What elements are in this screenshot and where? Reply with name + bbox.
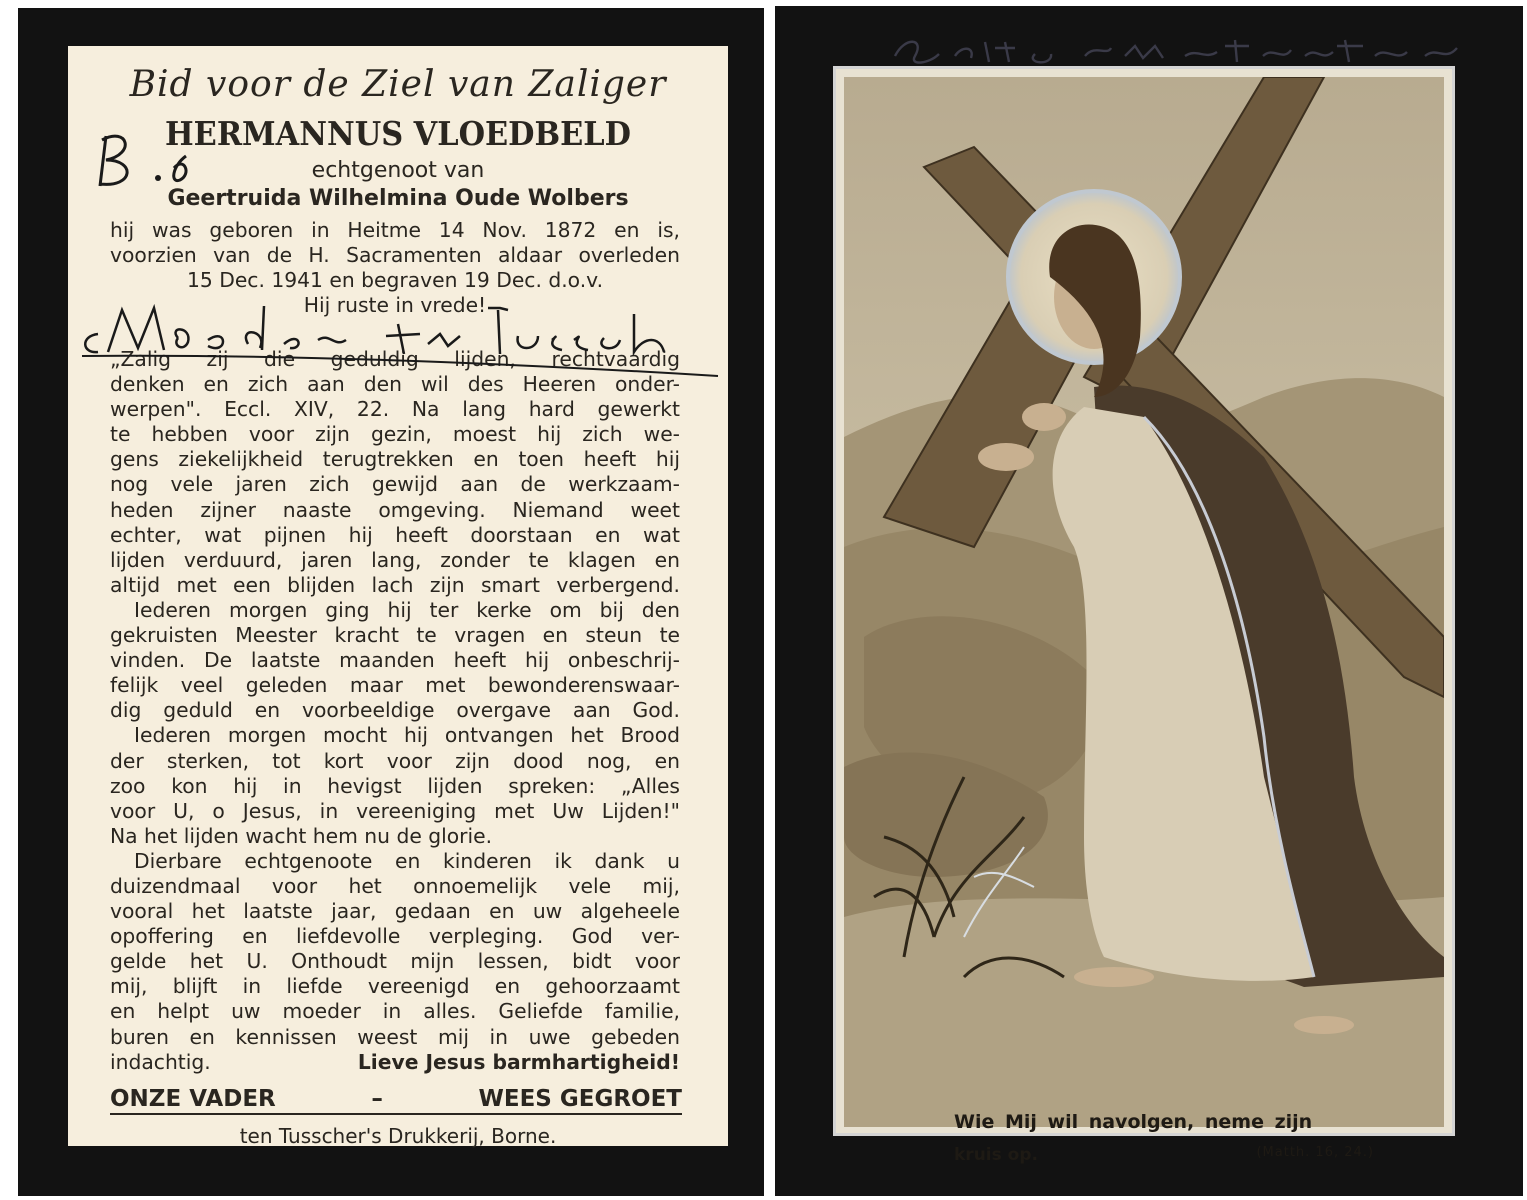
text-line: voor U, o Jesus, in vereeniging met Uw Lijden!": [110, 798, 680, 823]
text-line: duizendmaal voor het onnoemelijk vele mij,: [110, 873, 680, 898]
text-line: lijden verduurd, jaren lang, zonder te klagen en: [110, 547, 680, 572]
text-line: zoo kon hij in hevigst lijden spreken: „Alles: [110, 773, 680, 798]
text-line: vinden. De laatste maanden heeft hij onbeschrij-: [110, 648, 680, 673]
birth-line: voorzien van de H. Sacramenten aldaar overleden: [110, 243, 680, 268]
prayer-hail-mary: WEES GEGROET: [478, 1086, 682, 1112]
right-card: [775, 6, 1523, 1196]
closing-invocation: Lieve Jesus barmhartigheid!: [357, 1049, 680, 1074]
text-line: Iederen morgen mocht hij ontvangen het Brood: [134, 723, 680, 748]
birth-line: 15 Dec. 1941 en begraven 19 Dec. d.o.v.: [186, 268, 604, 293]
birth-line: hij was geboren in Heitme 14 Nov. 1872 en is,: [110, 218, 680, 242]
text-line: mij, blijft in liefde vereenigd en gehoorzaamt: [110, 974, 680, 999]
text-line: altijd met een blijden lach zijn smart verbergend.: [110, 572, 680, 597]
text-line: gelde het U. Onthoudt mijn lessen, bidt voor: [110, 949, 680, 974]
text-line: opoffering en liefdevolle verpleging. God ver-: [110, 924, 680, 949]
text-line: „Zalig zij die geduldig lijden, rechtvaardig: [110, 347, 680, 371]
text-line: Na het lijden wacht hem nu de glorie.: [110, 823, 493, 848]
handwriting-annotation: [88, 116, 208, 196]
spouse-name: Geertruida Wilhelmina Oude Wolbers: [167, 186, 629, 211]
text-line: nog vele jaren zich gewijd aan de werkzaam-: [110, 472, 680, 497]
caption-text: kruis op.: [954, 1145, 1038, 1165]
closing-left: indachtig.: [110, 1049, 211, 1074]
image-caption: [954, 1111, 1374, 1165]
text-line: en helpt uw moeder in alles. Geliefde familie,: [110, 999, 680, 1024]
picture-frame: [833, 66, 1455, 1165]
closing-line: [110, 1050, 680, 1075]
memorial-text-page: [68, 46, 728, 1146]
spouse-intro: echtgenoot van: [311, 158, 485, 183]
text-line: heden zijner naaste omgeving. Niemand weet: [110, 497, 680, 522]
heading-prayer: Bid voor de Ziel van Zaliger: [129, 64, 667, 105]
jesus-carrying-cross-illustration: [844, 77, 1444, 1127]
text-line: denken en zich aan den wil des Heeren onder-: [110, 372, 680, 397]
memorial-text: [110, 347, 680, 1075]
text-line: gens ziekelijkheid terugtrekken en toen heeft hij: [110, 447, 680, 472]
left-card: [18, 8, 764, 1196]
text-line: der sterken, tot kort voor zijn dood nog, en: [110, 748, 680, 773]
handwriting-signature: [68, 296, 728, 386]
text-line: te hebben voor zijn gezin, moest hij zich we-: [110, 422, 680, 447]
text-line: werpen". Eccl. XIV, 22. Na lang hard gewerkt: [110, 397, 680, 422]
printer-credit: ten Tusscher's Drukkerij, Borne.: [239, 1124, 557, 1148]
text-line: felijk veel geleden maar met bewonderenswaar-: [110, 673, 680, 698]
prayer-dash: –: [371, 1086, 383, 1112]
caption-line-1: Wie Mij wil navolgen, neme zijn: [954, 1111, 1313, 1133]
text-line: dig geduld en voorbeeldige overgave aan God.: [110, 698, 680, 723]
text-line: echter, wat pijnen hij heeft doorstaan en wat: [110, 522, 680, 547]
prayer-our-father: ONZE VADER: [110, 1086, 276, 1112]
text-line: vooral het laatste jaar, gedaan en uw algeheele: [110, 899, 680, 924]
text-line: Dierbare echtgenoote en kinderen ik dank u: [134, 848, 680, 873]
bible-reference: (Matth. 16, 24.): [1256, 1145, 1374, 1160]
rest-in-peace: Hij ruste in vrede!: [303, 293, 487, 318]
text-line: gekruisten Meester kracht te vragen en steun te: [110, 623, 680, 648]
text-line: buren en kennissen weest mij in uwe gebeden: [110, 1024, 680, 1049]
prayer-line: [110, 1086, 682, 1115]
caption-line-2: [954, 1145, 1374, 1165]
deceased-name: HERMANNUS VLOEDBELD: [164, 114, 631, 153]
text-line: Iederen morgen ging hij ter kerke om bij den: [134, 597, 680, 622]
